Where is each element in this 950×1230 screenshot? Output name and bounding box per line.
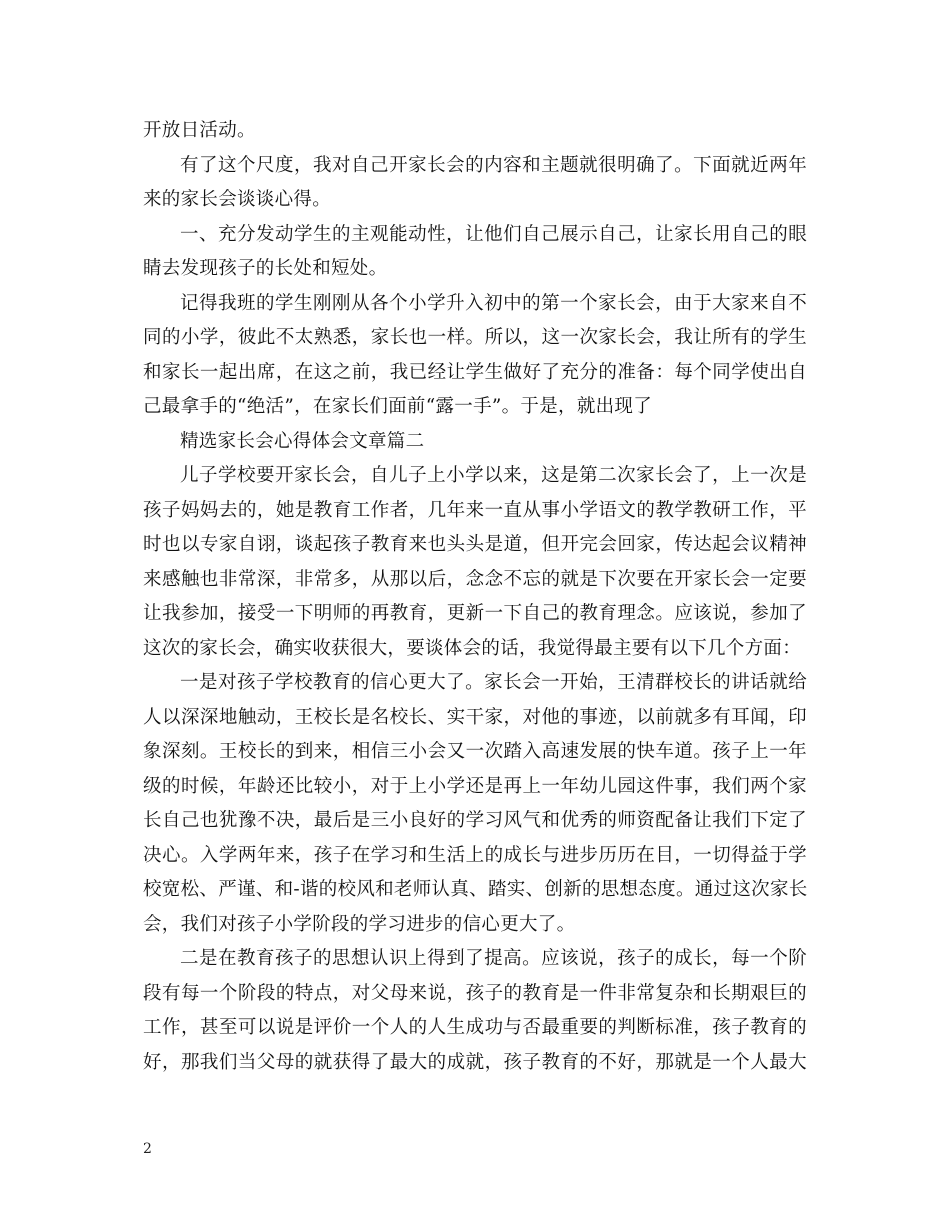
text-line: 孩子妈妈去的，她是教育工作者，几年来一直从事小学语文的教学教研工作，平 xyxy=(143,499,807,521)
text-line: 来感触也非常深，非常多，从那以后，念念不忘的就是下次要在开家长会一定要 xyxy=(143,568,807,590)
text-line: 同的小学，彼此不太熟悉，家长也一样。所以，这一次家长会，我让所有的学生 xyxy=(143,327,807,348)
text-line: 时也以专家自诩，谈起孩子教育来也头头是道，但开完会回家，传达起会议精神 xyxy=(143,534,807,555)
text-line: 工作，甚至可以说是评价一个人的人生成功与否最重要的判断标准，孩子教育的 xyxy=(143,1017,807,1038)
document-body xyxy=(143,114,807,1080)
text-line: 精选家长会心得体会文章篇二 xyxy=(180,430,425,452)
text-line: 校宽松、严谨、和-谐的校风和老师认真、踏实、创新的思想态度。通过这次家长 xyxy=(143,879,808,900)
text-line: 好，那我们当父母的就获得了最大的成就，孩子教育的不好，那就是一个人最大 xyxy=(143,1051,807,1073)
text-line: 己最拿手的“绝活”，在家长们面前“露一手”。于是，就出现了 xyxy=(143,396,653,417)
text-line: 象深刻。王校长的到来，相信三小会又一次踏入高速发展的快车道。孩子上一年 xyxy=(143,741,807,762)
text-line: 一是对孩子学校教育的信心更大了。家长会一开始，王清群校长的讲话就给 xyxy=(180,672,807,693)
text-line: 开放日活动。 xyxy=(143,120,256,141)
text-line: 会，我们对孩子小学阶段的学习进步的信心更大了。 xyxy=(143,913,576,935)
text-line: 让我参加，接受一下明师的再教育，更新一下自己的教育理念。应该说，参加了 xyxy=(143,603,807,624)
text-line: 有了这个尺度，我对自己开家长会的内容和主题就很明确了。下面就近两年 xyxy=(180,154,807,176)
text-line: 睛去发现孩子的长处和短处。 xyxy=(143,258,388,279)
page-number: 2 xyxy=(143,1141,152,1157)
text-line: 人以深深地触动，王校长是名校长、实干家，对他的事迹，以前就多有耳闻，印 xyxy=(143,706,807,728)
text-line: 决心。入学两年来，孩子在学习和生活上的成长与进步历历在目，一切得益于学 xyxy=(143,844,807,866)
text-line: 段有每一个阶段的特点，对父母来说，孩子的教育是一件非常复杂和长期艰巨的 xyxy=(143,982,807,1004)
text-line: 来的家长会谈谈心得。 xyxy=(143,189,332,210)
text-line: 记得我班的学生刚刚从各个小学升入初中的第一个家长会，由于大家来自不 xyxy=(180,292,807,314)
text-line: 级的时候，年龄还比较小，对于上小学还是再上一年幼儿园这件事，我们两个家 xyxy=(143,775,807,797)
text-line: 这次的家长会，确实收获很大，要谈体会的话，我觉得最主要有以下几个方面： xyxy=(143,637,802,659)
text-line: 长自己也犹豫不决，最后是三小良好的学习风气和优秀的师资配备让我们下定了 xyxy=(143,810,807,831)
text-line: 和家长一起出席，在这之前，我已经让学生做好了充分的准备：每个同学使出自 xyxy=(143,361,807,383)
text-line: 一、充分发动学生的主观能动性，让他们自己展示自己，让家长用自己的眼 xyxy=(180,223,807,245)
text-line: 二是在教育孩子的思想认识上得到了提高。应该说，孩子的成长，每一个阶 xyxy=(180,948,807,969)
text-line: 儿子学校要开家长会，自儿子上小学以来，这是第二次家长会了，上一次是 xyxy=(180,465,807,486)
